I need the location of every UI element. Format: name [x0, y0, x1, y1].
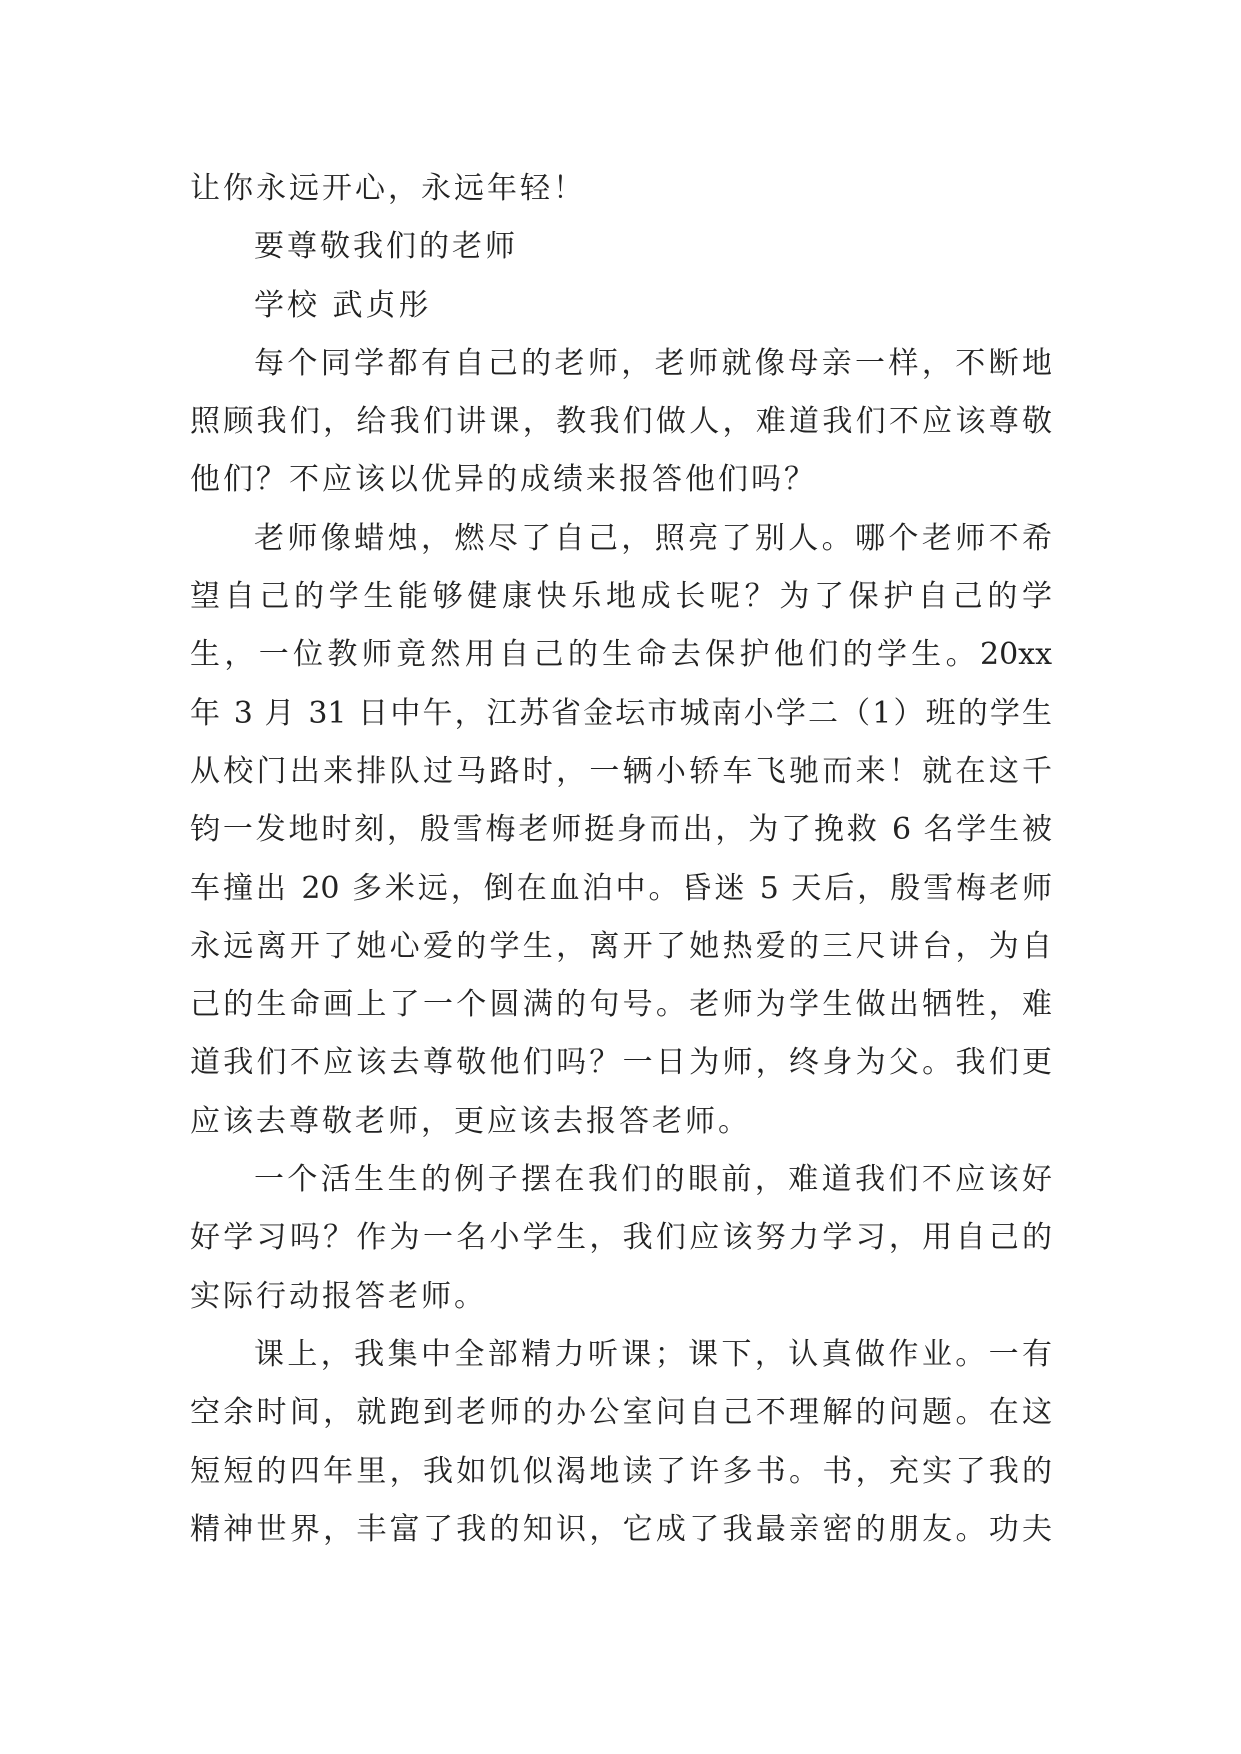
text-line: 老师像蜡烛，燃尽了自己，照亮了别人。哪个老师不希 [254, 520, 1052, 556]
essay-title: 要尊敬我们的老师 [254, 229, 518, 265]
text-line: 己的生命画上了一个圆满的句号。老师为学生做出牺牲，难 [190, 987, 1052, 1023]
text-line: 每个同学都有自己的老师，老师就像母亲一样，不断地 [254, 345, 1052, 381]
text-line: 望自己的学生能够健康快乐地成长呢？为了保护自己的学 [190, 579, 1052, 615]
text-line: 年 3 月 31 日中午，江苏省金坛市城南小学二（1）班的学生 [190, 695, 1052, 731]
text-line: 空余时间，就跑到老师的办公室问自己不理解的问题。在这 [190, 1395, 1052, 1431]
text-line: 让你永远开心，永远年轻！ [190, 171, 586, 206]
text-line: 车撞出 20 多米远，倒在血泊中。昏迷 5 天后，殷雪梅老师 [190, 870, 1052, 906]
text-line: 他们？不应该以优异的成绩来报答他们吗？ [190, 462, 817, 498]
text-line: 从校门出来排队过马路时，一辆小轿车飞驰而来！就在这千 [190, 753, 1052, 789]
document-body [190, 160, 1052, 1559]
text-line: 道我们不应该去尊敬他们吗？一日为师，终身为父。我们更 [190, 1045, 1052, 1081]
text-line: 生，一位教师竟然用自己的生命去保护他们的学生。20xx [190, 637, 1052, 673]
text-line: 精神世界，丰富了我的知识，它成了我最亲密的朋友。功夫 [190, 1511, 1052, 1547]
text-line: 好学习吗？作为一名小学生，我们应该努力学习，用自己的 [190, 1220, 1052, 1256]
text-line: 钧一发地时刻，殷雪梅老师挺身而出，为了挽救 6 名学生被 [190, 812, 1052, 848]
text-line: 照顾我们，给我们讲课，教我们做人，难道我们不应该尊敬 [190, 404, 1052, 440]
text-line: 实际行动报答老师。 [190, 1278, 487, 1314]
text-line: 应该去尊敬老师，更应该去报答老师。 [190, 1103, 751, 1139]
text-line: 课上，我集中全部精力听课；课下，认真做作业。一有 [254, 1336, 1052, 1372]
text-line: 永远离开了她心爱的学生，离开了她热爱的三尺讲台，为自 [190, 928, 1052, 964]
text-line: 一个活生生的例子摆在我们的眼前，难道我们不应该好 [254, 1162, 1052, 1198]
author-line: 学校 武贞彤 [254, 287, 432, 323]
text-line: 短短的四年里，我如饥似渴地读了许多书。书，充实了我的 [190, 1453, 1052, 1489]
